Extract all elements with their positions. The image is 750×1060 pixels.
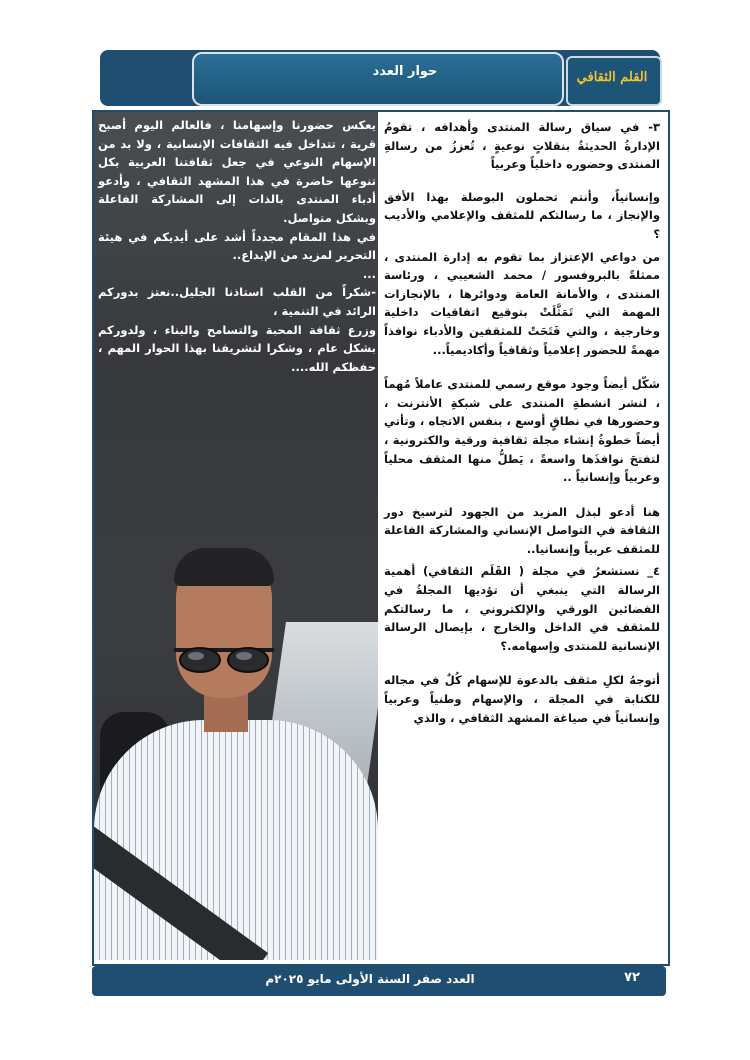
page-number: ٧٢: [624, 970, 640, 985]
photo-paragraph: يعكس حضورنا وإسهامنا ، فالعالم اليوم أصبح قرية ، تتداخل فيه الثقافات الإنسانية ، ولا بد من الإسهام النوعي في جعل ثقافتنا العربية بكل تنوعها حاضرة في هذا المشهد الثقافي ، وأدعو أدباء المنتدى بالذات إلى المشاركة الفاعلة وبشكل متواصل.: [98, 118, 376, 225]
main-paragraph: هنا أدعو لبذل المزيد من الجهود لترسيخ دور الثقافة في التواصل الإنساني والمشاركة الفاعلة للمثقف عربياً وإنسانيا..: [384, 504, 660, 556]
main-paragraph: أتوجهُ لكلِ مثقف بالدعوة للإسهام كُلٌ في مجاله للكتابة في المجلة ، والإسهام وطنياً وعربياً وإنسانياً في صياغة المشهد الثقافي ، والذي: [384, 673, 660, 725]
photo-paragraph: وزرع ثقافة المحبة والتسامح والبناء ، ولدوركم بشكل عام ، وشكرا لتشريفنا بهذا الحوار المهم ، حفظكم الله....: [98, 322, 376, 374]
main-paragraph: وإنسانياً، وأنتم تحملون البوصلة بهذا الأفق والإنجاز ، ما رسالتكم للمثقف والإعلامي والأديب ؟: [384, 189, 660, 241]
question-3: ٣- في سياق رسالة المنتدى وأهدافه ، تقومُ الإدارةُ الحديثةُ بنقلاتٍ نوعيةٍ ، تُعززُ من رسالةِ المنتدى وحضوره داخلياً وعربياً: [384, 120, 660, 172]
photo-paragraph: في هذا المقام مجدداً أشد على أيديكم في هيئة التحرير لمزيد من الإبداع..: [98, 229, 376, 263]
section-title: حوار العدد: [372, 64, 438, 79]
striped-shirt: [94, 720, 378, 960]
question-4: ٤_ نستشعرُ في مجلة ( القَلَم الثقافي) أهمية الرسالة التي ينبغي أن تؤديها المجلةُ في الفضائين الورقي والإلكتروني ، ما رسالتكم للمثقف في الداخل والخارج ، بإيصال الرسالة الإنسانية للمنتدى وإسهامه.؟: [384, 564, 660, 653]
header-title-plate: [192, 52, 564, 106]
magazine-logo-text: القلم الثقافي: [576, 70, 648, 85]
main-paragraph: شكّل أيضاً وجود موقع رسمي للمنتدى عاملاً مُهماً ، لنشر انشطةِ المنتدى على شبكةِ الأنترنت ، وحضورها في نطاقٍ أوسع ، بنفس الاتجاه ، وتأتي أيضاً خطوةُ إنشاء مجلة ثقافية ورقية والكترونية ، لتفتحَ نوافذَها واسعةً ، يَطلُّ منها المثقف محلياً وعربياً وإنسانياً ..: [384, 377, 660, 485]
photo-paragraph: ...: [362, 266, 376, 281]
photo-paragraph: -شكراً من القلب استاذنا الجليل..نعتز بدوركم الرائد في التنمية ،: [98, 285, 376, 318]
issue-info: العدد صفر السنة الأولى مايو ٢٠٢٥م: [265, 972, 475, 986]
hair: [174, 548, 274, 586]
neck: [204, 692, 248, 732]
main-column-text: [384, 118, 660, 743]
photo-column-text: [98, 116, 376, 376]
sunglasses-icon: [172, 642, 278, 674]
main-paragraph: من دواعي الإعتزاز بما تقوم به إدارة المنتدى ، ممثلةً بالبروفسور / محمد الشعيبي ، ورئاسة المنتدى ، والأمانة العامة ودوائرها ، بالإنجازات المهمة التي تَمَثَّلَتْ بتوقيع اتفاقيات داخلية وخارجية ، والتي فَتَحَتْ للمثقفين والأدباء نوافذاً مهمةً للحضور إعلامياً وثقافياً وأكاديمياً...: [384, 249, 660, 357]
